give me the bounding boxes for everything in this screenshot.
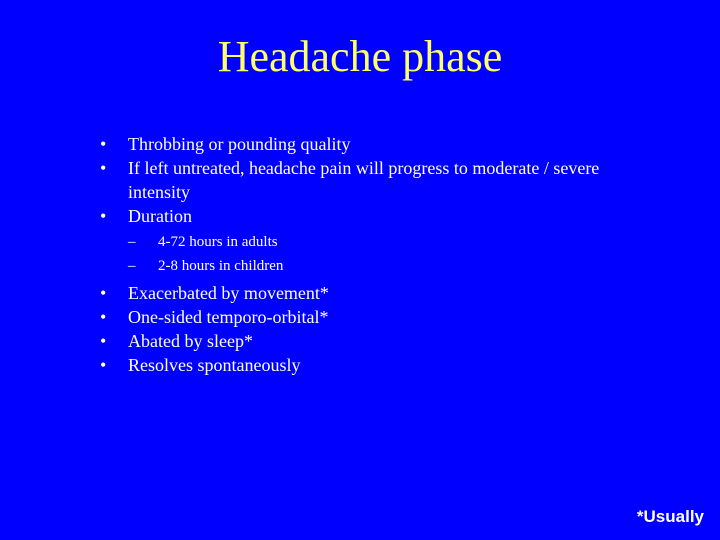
bullet-item: [100, 281, 660, 305]
bullet-dot-icon: •: [100, 283, 107, 303]
bullet-item: [100, 204, 660, 228]
duration-sublist: [100, 230, 660, 278]
bullet-dot-icon: •: [100, 355, 107, 375]
bullet-item: [100, 329, 660, 353]
bullet-list: [100, 132, 660, 377]
bullet-dot-icon: •: [100, 158, 107, 178]
bullet-dot-icon: •: [100, 134, 107, 154]
bullet-text: Resolves spontaneously: [128, 355, 301, 375]
sub-bullet-text: 2-8 hours in children: [158, 258, 284, 274]
bullet-text: If left untreated, headache pain will progress to moderate / severe intensity: [128, 158, 600, 202]
bullet-text: One-sided temporo-orbital*: [128, 307, 329, 327]
bullet-dot-icon: •: [100, 331, 107, 351]
sub-bullet-item: [100, 254, 660, 278]
bullet-text: Duration: [128, 206, 192, 226]
bullet-dot-icon: •: [100, 206, 107, 226]
bullet-text: Throbbing or pounding quality: [128, 134, 351, 154]
footnote: *Usually: [636, 507, 704, 526]
bullet-item: [100, 353, 660, 377]
bullet-text: Abated by sleep*: [128, 331, 253, 351]
dash-icon: –: [128, 258, 136, 274]
sub-bullet-text: 4-72 hours in adults: [158, 234, 278, 250]
dash-icon: –: [128, 234, 136, 250]
slide-title: Headache phase: [217, 32, 503, 81]
bullet-text: Exacerbated by movement*: [128, 283, 329, 303]
bullet-item: [100, 132, 660, 156]
bullet-item: [100, 156, 660, 204]
bullet-dot-icon: •: [100, 307, 107, 327]
bullet-item: [100, 305, 660, 329]
sub-bullet-item: [100, 230, 660, 254]
